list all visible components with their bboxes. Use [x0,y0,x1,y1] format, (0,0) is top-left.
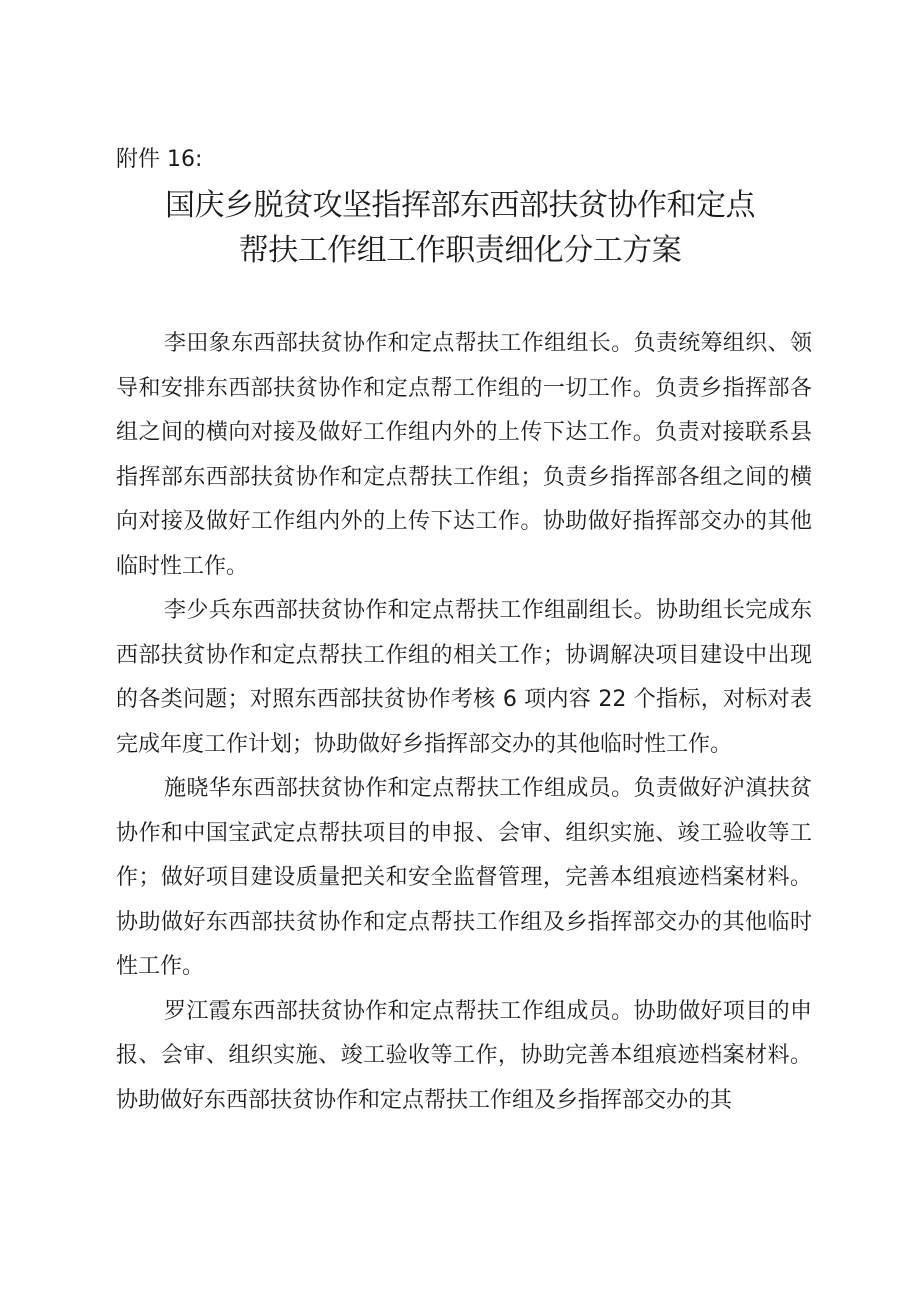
paragraph-luo-jiangxia: 罗江霞东西部扶贫协作和定点帮扶工作组成员。协助做好项目的申报、会审、组织实施、竣工验收等工作，协助完善本组痕迹档案材料。协助做好东西部扶贫协作和定点帮扶工作组及乡指挥部交办的其 [116,998,812,1113]
document-title-line-1: 国庆乡脱贫攻坚指挥部东西部扶贫协作和定点 [165,188,755,223]
document-body [116,322,812,1123]
document-title-line-2: 帮扶工作组工作职责细化分工方案 [238,233,682,268]
paragraph-li-tianxiang: 李田象东西部扶贫协作和定点帮扶工作组组长。负责统筹组织、领导和安排东西部扶贫协作和定点帮工作组的一切工作。负责乡指挥部各组之间的横向对接及做好工作组内外的上传下达工作。负责对接联系县指挥部东西部扶贫协作和定点帮扶工作组；负责乡指挥部各组之间的横向对接及做好工作组内外的上传下达工作。协助做好指挥部交办的其他临时性工作。 [116,331,812,579]
paragraph-shi-xiaohua: 施晓华东西部扶贫协作和定点帮扶工作组成员。负责做好沪滇扶贫协作和中国宝武定点帮扶项目的申报、会审、组织实施、竣工验收等工作；做好项目建设质量把关和安全监督管理，完善本组痕迹档案材料。协助做好东西部扶贫协作和定点帮扶工作组及乡指挥部交办的其他临时性工作。 [116,776,812,979]
paragraph-li-shaobing: 李少兵东西部扶贫协作和定点帮扶工作组副组长。协助组长完成东西部扶贫协作和定点帮扶工作组的相关工作；协调解决项目建设中出现的各类问题；对照东西部扶贫协作考核 6 项内容 22 个指标，对标对表完成年度工作计划；协助做好乡指挥部交办的其他临时性工作。 [116,598,812,757]
attachment-label: 附件 16: [116,147,203,172]
